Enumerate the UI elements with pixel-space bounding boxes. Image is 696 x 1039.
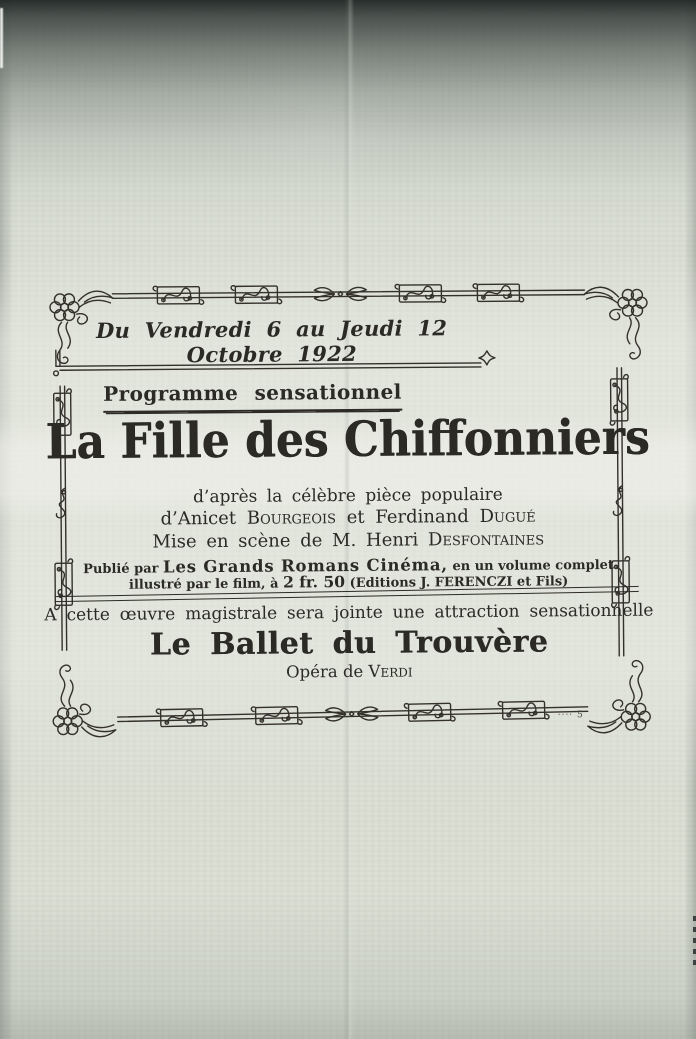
film-title: La Fille des Chiffonniers [45,409,650,471]
book-price: 2 fr. 50 [282,572,346,592]
author-name-bourgeois: Bourgeois [246,507,337,529]
program-label-text: Programme sensationnel [103,381,402,413]
scroll-cartouche [404,703,455,722]
composer-name: Verdi [368,661,413,681]
publisher2-post: (Editions J. FERENCZI et Fils) [344,574,569,592]
scroll-cartouche [156,708,207,727]
attraction-line: A cette œuvre magistrale sera jointe une attraction sensationnelle [44,600,654,626]
ballet-title: Le Ballet du Trouvère [149,624,549,663]
date-line: Du Vendredi 6 au Jeudi 12 Octobre 1922 [95,315,448,368]
program-label [103,381,402,413]
scroll-cartouche [498,701,549,720]
opera-credit-pre: Opéra de [286,661,369,682]
author-name-dugue: Dugué [479,505,536,527]
credit-authors-pre: d’Anicet [160,507,247,530]
publisher-post: en un volume complet [447,557,614,575]
printer-mark: ···· 5 [557,710,584,721]
credit-director-pre: Mise en scène de M. Henri [152,529,429,553]
center-dart-ornament [314,287,366,300]
center-dart-ornament [326,707,378,721]
director-name: Desfontaines [427,528,545,551]
publisher-name: Les Grands Romans Cinéma, [162,555,448,577]
scroll-cartouche [395,284,446,303]
border-rail-bottom [118,700,588,729]
scroll-cartouche [153,286,204,305]
publisher-pre: Publié par [83,561,164,578]
credit-authors-mid: et Ferdinand [335,505,480,529]
scroll-cartouche [231,285,282,304]
publisher2-pre: illustré par le film, à [128,576,284,593]
credit-line-source: d’après la célèbre pièce populaire [193,484,503,508]
scroll-cartouche [473,283,524,302]
corner-flourish-top-right [584,287,647,359]
border-rail-top [112,283,584,305]
scroll-cartouche [251,706,302,725]
